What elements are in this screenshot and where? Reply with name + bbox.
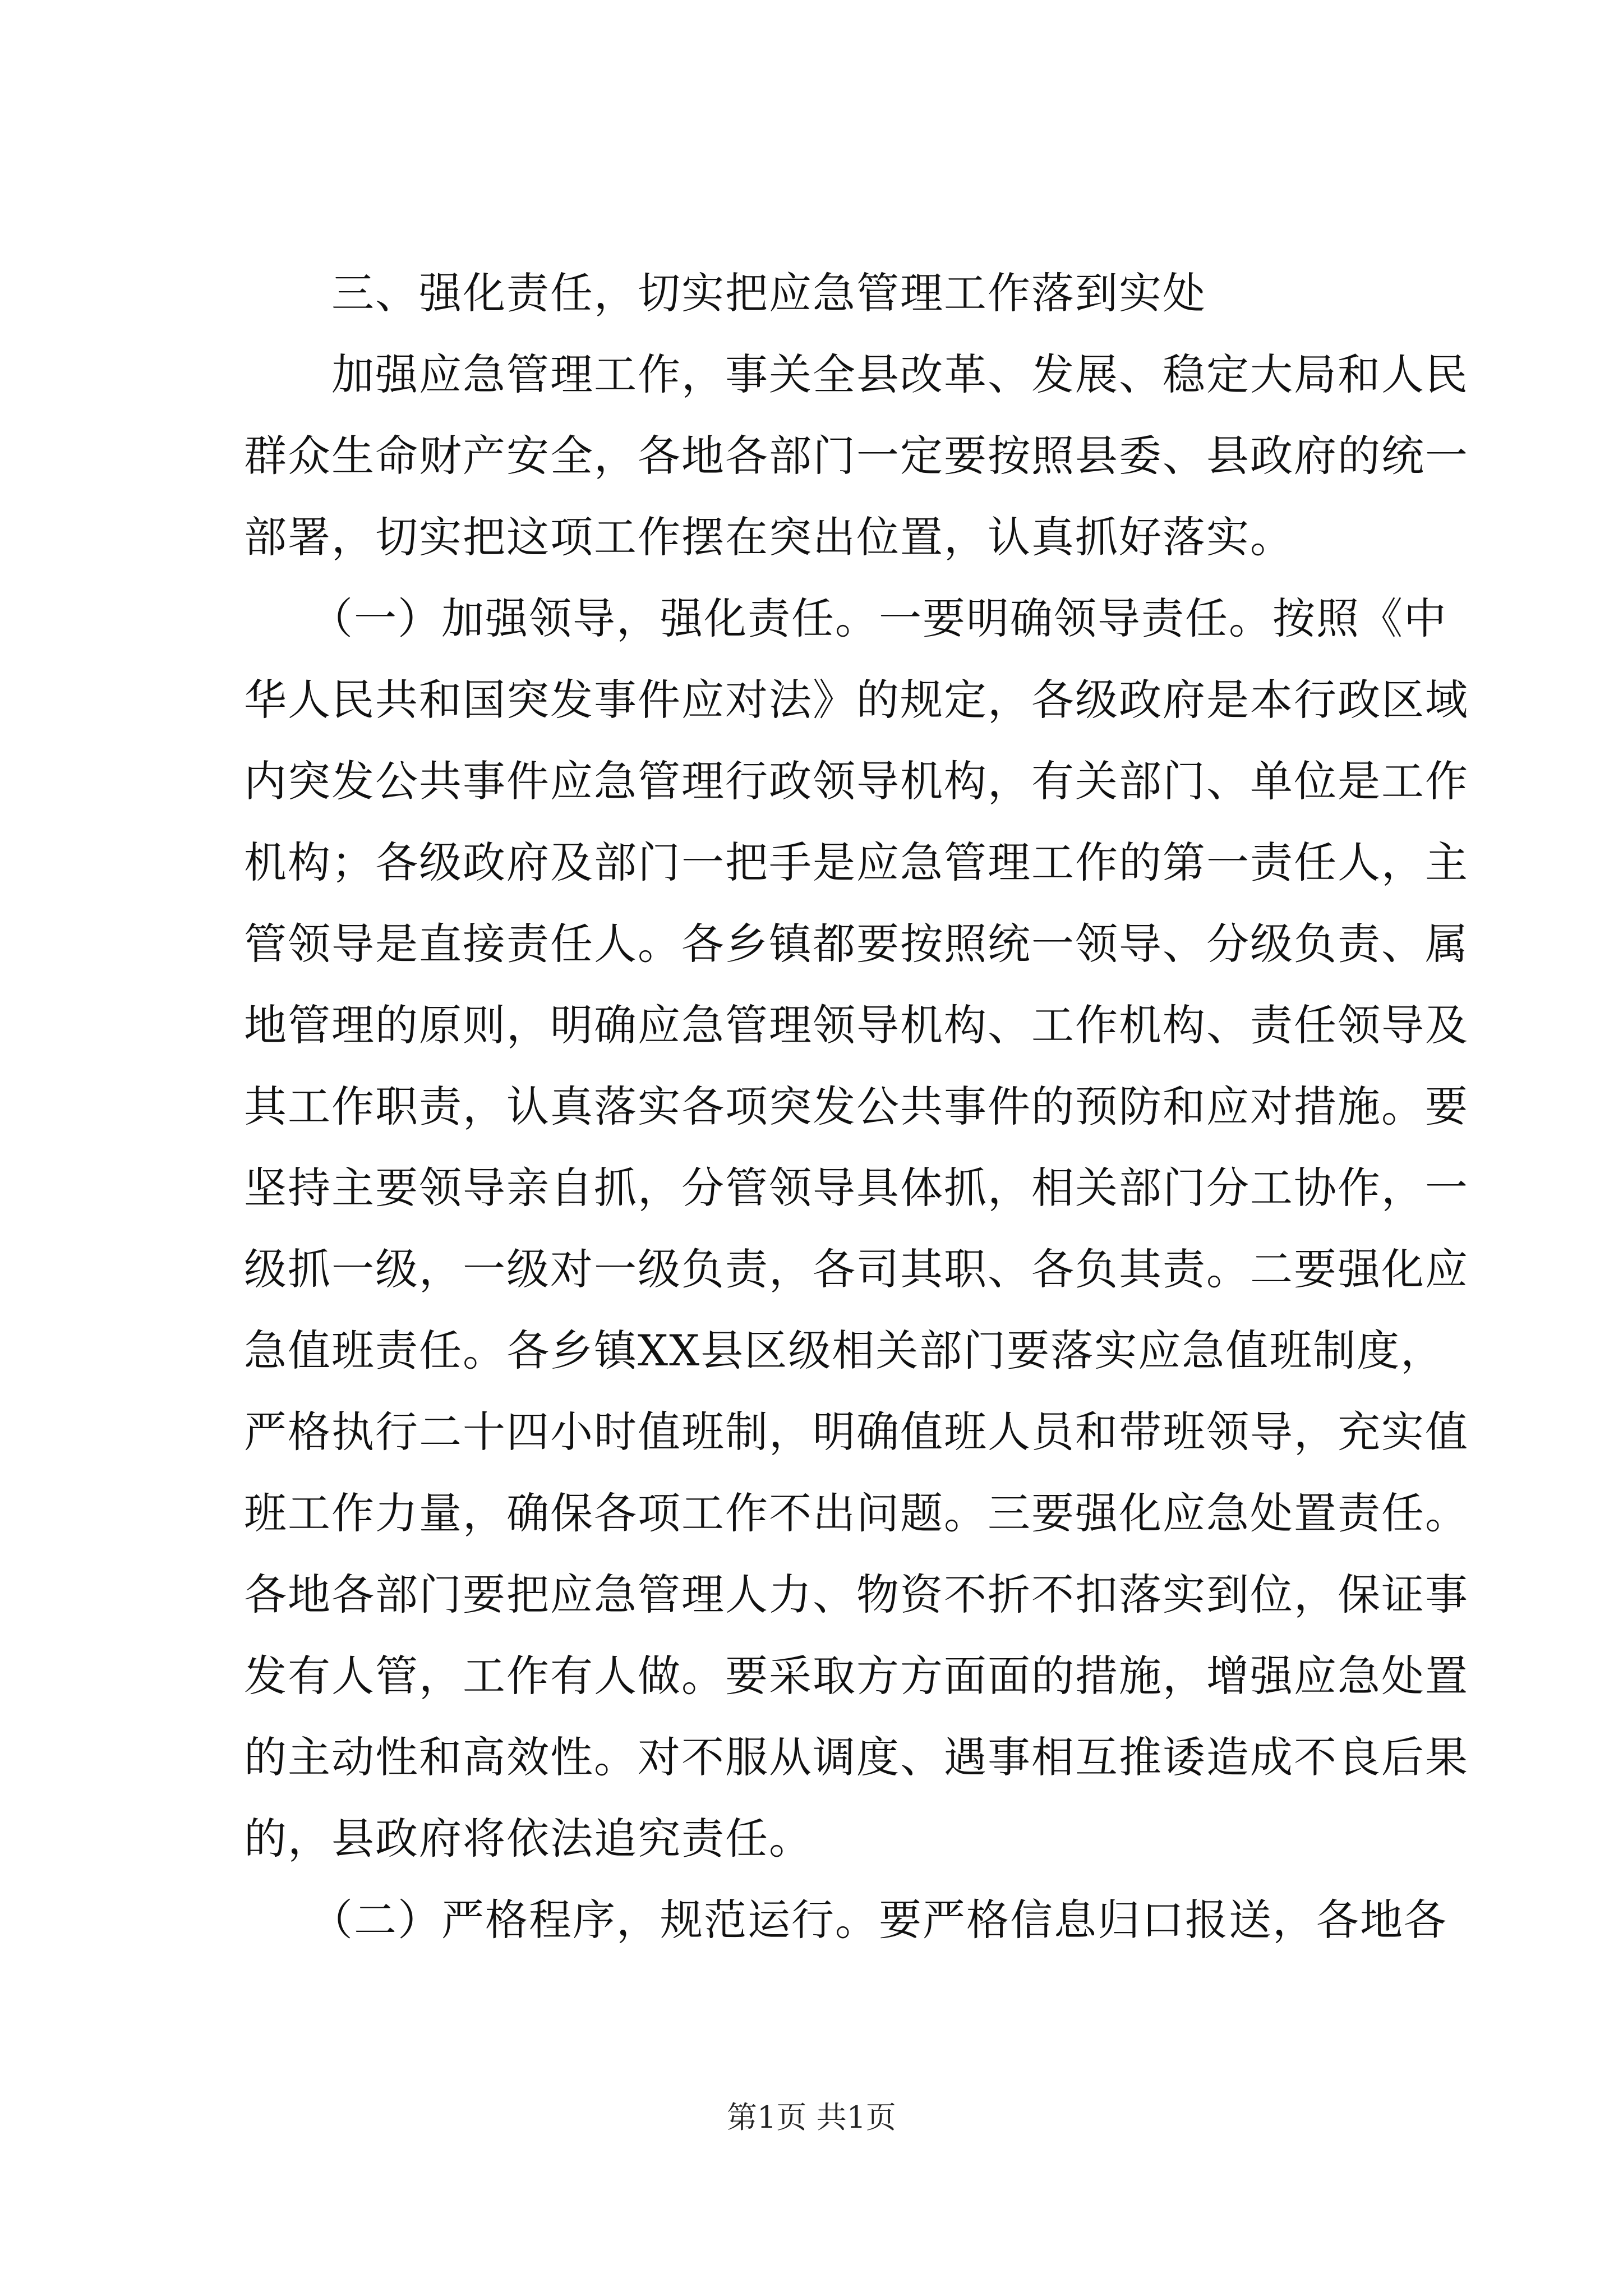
paragraph-line: 群众生命财产安全，各地各部门一定要按照县委、县政府的统一	[244, 431, 1469, 481]
paragraph-line: 加强应急管理工作，事关全县改革、发展、稳定大局和人民	[244, 349, 1469, 399]
document-body	[244, 252, 1469, 1961]
paragraph-line: 内突发公共事件应急管理行政领导机构，有关部门、单位是工作	[244, 756, 1469, 806]
paragraph-line: 急值班责任。各乡镇XX县区级相关部门要落实应急值班制度，	[244, 1326, 1445, 1375]
paragraph-line: 级抓一级，一级对一级负责，各司其职、各负其责。二要强化应	[244, 1244, 1469, 1294]
paragraph-line: 班工作力量，确保各项工作不出问题。三要强化应急处置责任。	[244, 1488, 1469, 1538]
paragraph-line: 华人民共和国突发事件应对法》的规定，各级政府是本行政区域	[244, 675, 1469, 725]
paragraph-line: 严格执行二十四小时值班制，明确值班人员和带班领导，充实值	[244, 1407, 1469, 1457]
paragraph-line: 管领导是直接责任人。各乡镇都要按照统一领导、分级负责、属	[244, 919, 1469, 969]
paragraph-line: （二）严格程序，规范运行。要严格信息归口报送，各地各	[244, 1895, 1447, 1945]
page-footer	[0, 2095, 1623, 2140]
paragraph-line: 的主动性和高效性。对不服从调度、遇事相互推诿造成不良后果	[244, 1732, 1469, 1782]
paragraph-line: 部署，切实把这项工作摆在突出位置，认真抓好落实。	[244, 512, 1294, 562]
section-heading: 三、强化责任，切实把应急管理工作落到实处	[244, 268, 1206, 318]
paragraph-line: 各地各部门要把应急管理人力、物资不折不扣落实到位，保证事	[244, 1570, 1469, 1619]
paragraph-line: （一）加强领导，强化责任。一要明确领导责任。按照《中	[244, 593, 1447, 643]
paragraph-line: 坚持主要领导亲自抓，分管领导具体抓，相关部门分工协作，一	[244, 1163, 1469, 1213]
paragraph-line: 地管理的原则，明确应急管理领导机构、工作机构、责任领导及	[244, 1000, 1469, 1050]
page-number-label: 第1页 共1页	[727, 2100, 896, 2135]
paragraph-line: 其工作职责，认真落实各项突发公共事件的预防和应对措施。要	[244, 1082, 1469, 1131]
paragraph-line: 的，县政府将依法追究责任。	[244, 1814, 813, 1864]
paragraph-line: 机构；各级政府及部门一把手是应急管理工作的第一责任人，主	[244, 838, 1469, 887]
paragraph-line: 发有人管，工作有人做。要采取方方面面的措施，增强应急处置	[244, 1651, 1469, 1701]
